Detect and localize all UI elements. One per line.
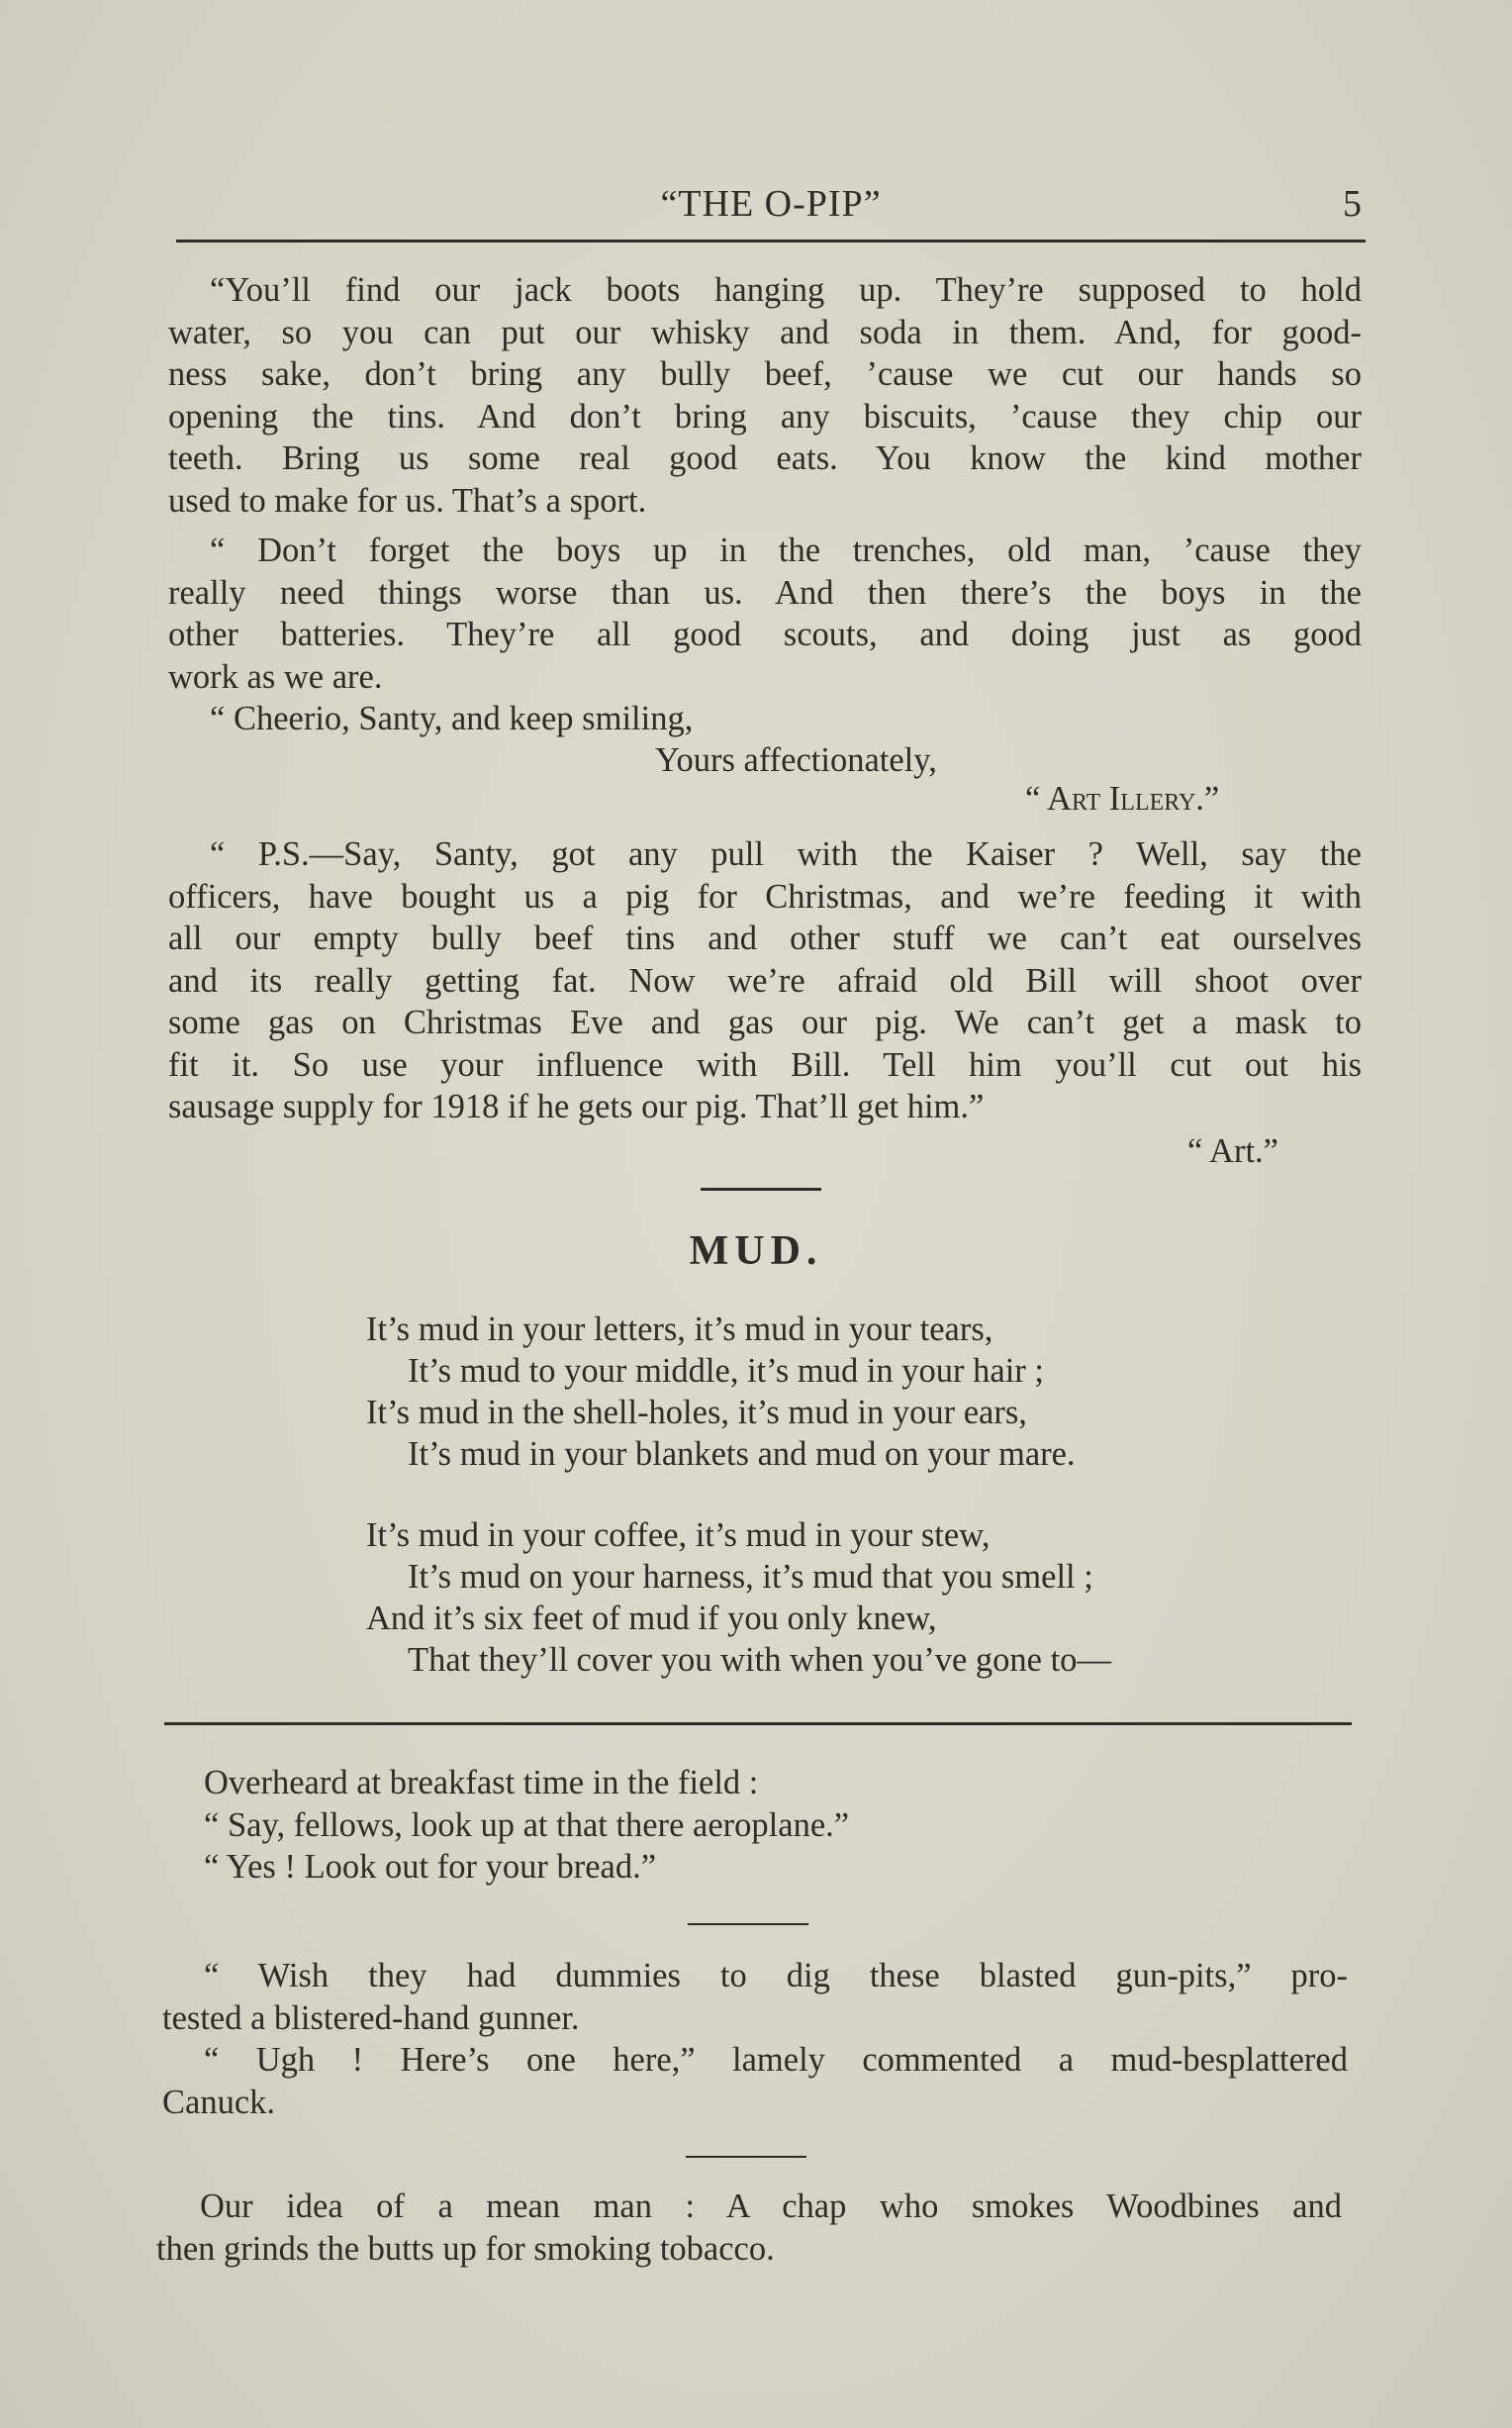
poem-line: It’s mud in your letters, it’s mud in your tears, bbox=[366, 1311, 993, 1348]
joke-3 bbox=[156, 2185, 1342, 2270]
text-line: Our idea of a mean man : A chap who smokes Woodbines and bbox=[200, 2187, 1342, 2225]
joke-divider bbox=[688, 1923, 808, 1925]
section-rule bbox=[164, 1722, 1352, 1725]
running-title: “THE O-PIP” bbox=[660, 183, 882, 225]
text-line: really need things worse than us. And then there’s the boys in the bbox=[168, 573, 1362, 612]
text-line: teeth. Bring us some real good eats. You know the kind mother bbox=[168, 439, 1362, 477]
text-line: officers, have bought us a pig for Christmas, and we’re feeding it with bbox=[168, 877, 1362, 916]
poem-line: And it’s six feet of mud if you only knew, bbox=[366, 1600, 937, 1637]
letter-valediction bbox=[655, 739, 1150, 782]
poem-line: It’s mud in the shell-holes, it’s mud in your ears, bbox=[366, 1394, 1027, 1431]
poem-line: It’s mud to your middle, it’s mud in your hair ; bbox=[408, 1352, 1045, 1390]
closing-line: “ Cheerio, Santy, and keep smiling, bbox=[210, 700, 694, 737]
postscript-signature bbox=[1187, 1130, 1385, 1173]
ps-signature-line: “ Art.” bbox=[1187, 1132, 1278, 1170]
valediction-line: Yours affectionately, bbox=[655, 741, 937, 779]
signature-line: “ Art Illery.” bbox=[1025, 780, 1220, 818]
text-line: other batteries. They’re all good scouts, and doing just as good bbox=[168, 616, 1362, 653]
poem-line: It’s mud in your blankets and mud on your mare. bbox=[408, 1435, 1076, 1473]
text-line: ness sake, don’t bring any bully beef, ’cause we cut our hands so bbox=[168, 355, 1362, 393]
poem-stanza-1 bbox=[366, 1309, 1076, 1475]
text-line: used to make for us. That’s a sport. bbox=[168, 481, 647, 520]
text-line: Overheard at breakfast time in the field : bbox=[204, 1764, 759, 1801]
running-header bbox=[176, 176, 1366, 236]
text-line: all our empty bully beef tins and other stuff we can’t eat ourselves bbox=[168, 920, 1362, 957]
joke-2 bbox=[162, 1955, 1348, 2123]
text-line: “ P.S.—Say, Santy, got any pull with the Kaiser ? Well, say the bbox=[210, 835, 1362, 873]
text-line: then grinds the butts up for smoking tobacco. bbox=[156, 2229, 775, 2268]
text-line: “ Ugh ! Here’s one here,” lamely commented a mud-besplattered bbox=[204, 2041, 1348, 2079]
letter-closing bbox=[210, 698, 1100, 740]
text-line: “ Say, fellows, look up at that there aeroplane.” bbox=[204, 1805, 850, 1844]
text-line: work as we are. bbox=[168, 657, 383, 696]
poem-line: It’s mud on your harness, it’s mud that you smell ; bbox=[408, 1558, 1093, 1596]
page-number: 5 bbox=[1343, 183, 1362, 225]
poem-line: That they’ll cover you with when you’ve gone to— bbox=[408, 1641, 1111, 1679]
letter-paragraph-2 bbox=[168, 530, 1362, 698]
poem-line: It’s mud in your coffee, it’s mud in your stew, bbox=[366, 1516, 991, 1554]
text-line: Canuck. bbox=[162, 2083, 276, 2121]
text-line: and its really getting fat. Now we’re afraid old Bill will shoot over bbox=[168, 961, 1362, 1000]
poem-stanza-2 bbox=[366, 1514, 1111, 1681]
text-line: opening the tins. And don’t bring any biscuits, ’cause they chip our bbox=[168, 397, 1362, 436]
joke-divider bbox=[686, 2156, 806, 2158]
text-line: fit it. So use your influence with Bill. Tell him you’ll cut out his bbox=[168, 1045, 1362, 1084]
poem-title: MUD. bbox=[689, 1228, 823, 1274]
text-line: some gas on Christmas Eve and gas our pig. We can’t get a mask to bbox=[168, 1004, 1362, 1041]
joke-1 bbox=[204, 1762, 1292, 1889]
text-line: sausage supply for 1918 if he gets our pig. That’ll get him.” bbox=[168, 1088, 985, 1125]
text-line: “ Yes ! Look out for your bread.” bbox=[204, 1848, 657, 1886]
section-divider bbox=[701, 1188, 821, 1191]
text-line: water, so you can put our whisky and soda in them. And, for good- bbox=[168, 313, 1362, 351]
text-line: “ Wish they had dummies to dig these blasted gun-pits,” pro- bbox=[204, 1957, 1348, 1994]
text-line: “You’ll find our jack boots hanging up. They’re supposed to hold bbox=[210, 271, 1362, 309]
text-line: “ Don’t forget the boys up in the trenches, old man, ’cause they bbox=[210, 532, 1362, 569]
letter-postscript bbox=[168, 833, 1362, 1128]
letter-signature bbox=[1025, 778, 1362, 821]
letter-paragraph-1 bbox=[168, 269, 1362, 522]
text-line: tested a blistered-hand gunner. bbox=[162, 1998, 580, 2037]
header-rule bbox=[176, 240, 1366, 243]
